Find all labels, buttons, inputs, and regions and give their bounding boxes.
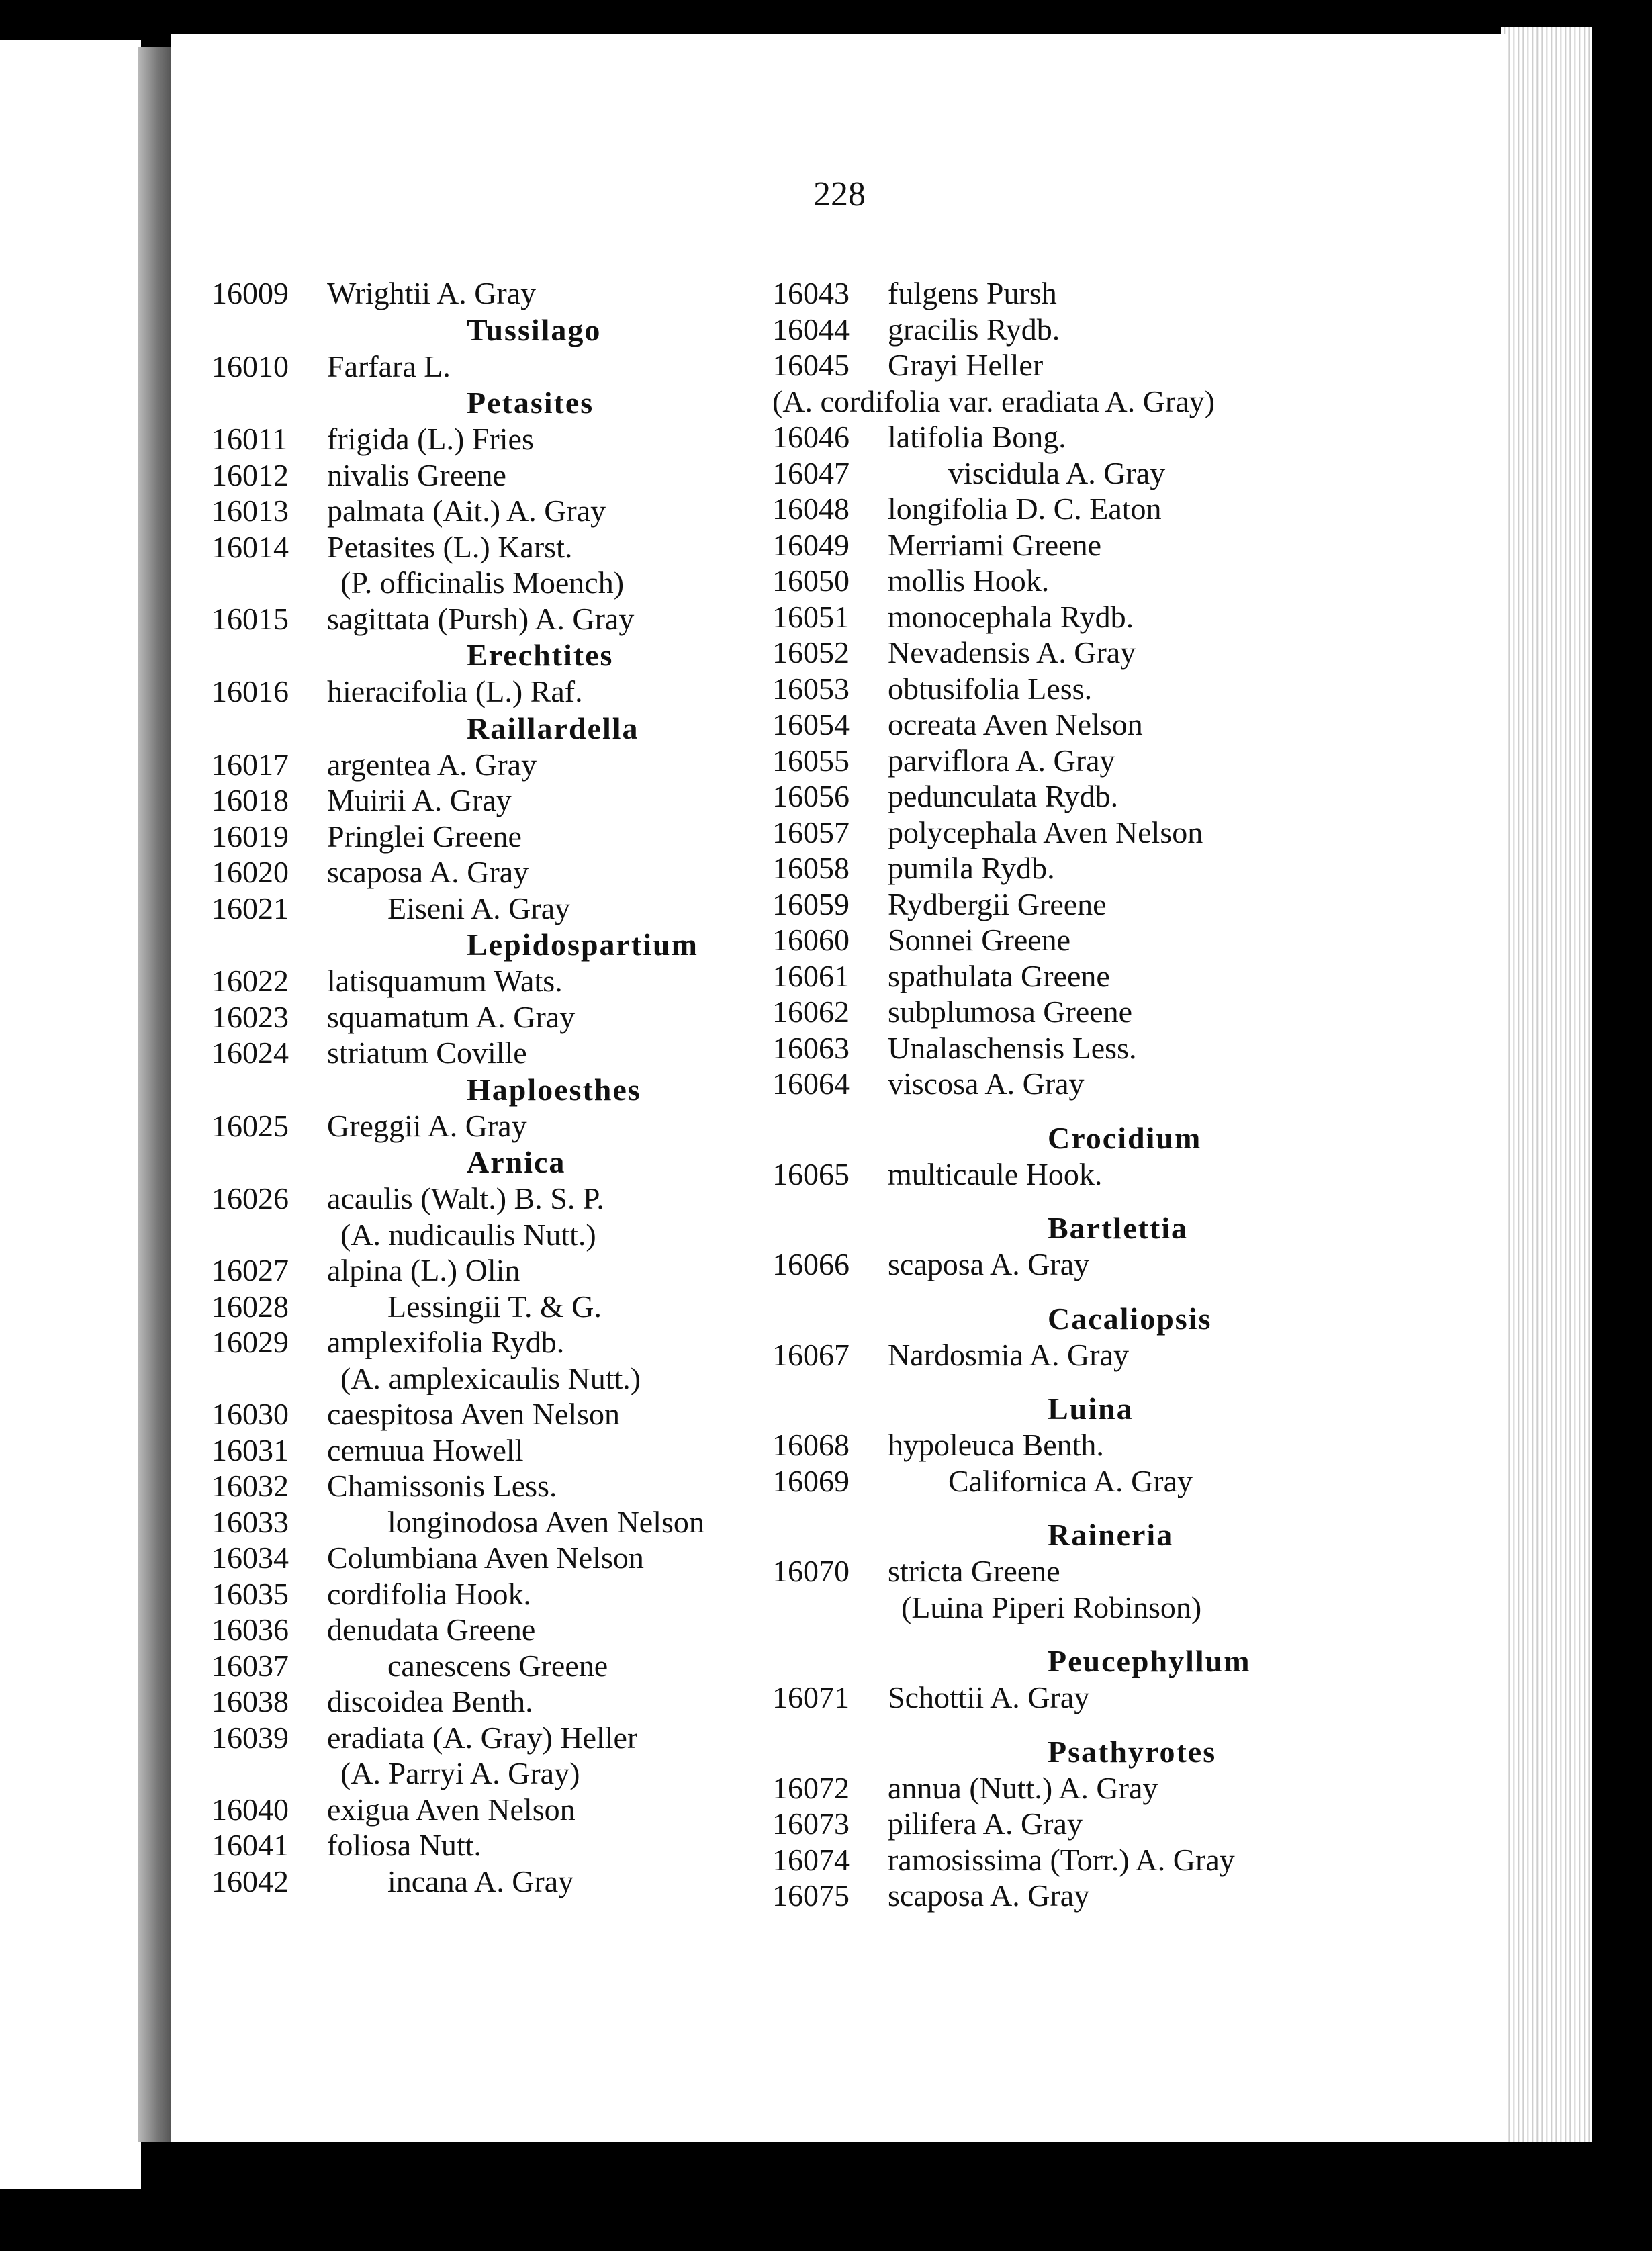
entry-number: 16053 bbox=[772, 671, 850, 706]
species-entry bbox=[772, 1030, 1504, 1066]
species-entry bbox=[772, 347, 1504, 383]
entry-number: 16065 bbox=[772, 1156, 850, 1191]
species-name: scaposa A. Gray bbox=[327, 855, 529, 889]
entry-number: 16058 bbox=[772, 851, 850, 885]
species-name: hieracifolia (L.) Raf. bbox=[327, 674, 583, 708]
species-name: frigida (L.) Fries bbox=[327, 422, 534, 456]
entry-number: 16040 bbox=[212, 1792, 289, 1827]
species-entry bbox=[772, 527, 1504, 563]
species-entry bbox=[772, 1066, 1504, 1102]
species-entry bbox=[772, 1463, 1504, 1500]
entry-number: 16021 bbox=[212, 890, 289, 925]
entry-number: 16048 bbox=[772, 492, 850, 526]
entry-number: 16020 bbox=[212, 855, 289, 889]
species-name: (Luina Piperi Robinson) bbox=[901, 1590, 1202, 1624]
entry-number: 16032 bbox=[212, 1469, 289, 1503]
entry-number: 16024 bbox=[212, 1036, 289, 1070]
species-name: discoidea Benth. bbox=[327, 1684, 533, 1718]
book-page bbox=[171, 34, 1508, 2142]
entry-number: 16014 bbox=[212, 529, 289, 564]
entry-number: 16012 bbox=[212, 457, 289, 492]
species-entry bbox=[772, 922, 1504, 958]
synonym-line bbox=[772, 383, 1504, 420]
species-name: hypoleuca Benth. bbox=[888, 1428, 1104, 1462]
species-entry bbox=[772, 563, 1504, 599]
species-name: spathulata Greene bbox=[888, 958, 1110, 993]
entry-number: 16010 bbox=[212, 349, 289, 383]
spacer bbox=[772, 1283, 1504, 1300]
species-name: (A. Parryi A. Gray) bbox=[340, 1756, 580, 1790]
spacer bbox=[772, 1102, 1504, 1119]
species-entry bbox=[772, 312, 1504, 348]
species-name: scaposa A. Gray bbox=[888, 1878, 1090, 1913]
species-name: ocreata Aven Nelson bbox=[888, 707, 1143, 741]
species-name: monocephala Rydb. bbox=[888, 599, 1134, 634]
spacer bbox=[772, 1625, 1504, 1643]
entry-number: 16057 bbox=[772, 815, 850, 849]
species-name: acaulis (Walt.) B. S. P. bbox=[327, 1181, 604, 1215]
entry-number: 16025 bbox=[212, 1108, 289, 1143]
entry-number: 16039 bbox=[212, 1720, 289, 1755]
facing-page-edge bbox=[0, 40, 141, 2189]
entry-number: 16049 bbox=[772, 527, 850, 562]
entry-number: 16038 bbox=[212, 1684, 289, 1718]
genus-heading: Raillardella bbox=[467, 710, 639, 745]
species-name: subplumosa Greene bbox=[888, 995, 1133, 1029]
species-name: (P. officinalis Moench) bbox=[340, 565, 625, 600]
entry-number: 16050 bbox=[772, 563, 850, 598]
species-entry bbox=[772, 275, 1504, 312]
genus-heading: Arnica bbox=[467, 1145, 566, 1179]
entry-number: 16022 bbox=[212, 964, 289, 998]
entry-number: 16071 bbox=[772, 1680, 850, 1714]
entry-number: 16060 bbox=[772, 923, 850, 957]
species-name: Rydbergii Greene bbox=[888, 886, 1107, 921]
entry-number: 16034 bbox=[212, 1541, 289, 1575]
entry-number: 16019 bbox=[212, 819, 289, 854]
spacer bbox=[772, 1499, 1504, 1516]
entry-number: 16063 bbox=[772, 1030, 850, 1065]
species-name: striatum Coville bbox=[327, 1036, 527, 1070]
species-name: stricta Greene bbox=[888, 1554, 1060, 1588]
species-name: incana A. Gray bbox=[387, 1864, 574, 1898]
species-name: amplexifolia Rydb. bbox=[327, 1325, 565, 1359]
genus-heading: Haploesthes bbox=[467, 1072, 641, 1107]
entry-number: 16061 bbox=[772, 958, 850, 993]
genus-heading: Petasites bbox=[467, 385, 594, 420]
entry-number: 16009 bbox=[212, 276, 289, 310]
synonym-line bbox=[772, 1590, 1504, 1626]
species-name: annua (Nutt.) A. Gray bbox=[888, 1770, 1158, 1805]
entry-number: 16056 bbox=[772, 779, 850, 813]
species-entry bbox=[772, 1842, 1504, 1878]
entry-number: 16031 bbox=[212, 1432, 289, 1467]
species-name: alpina (L.) Olin bbox=[327, 1253, 520, 1287]
species-entry bbox=[772, 1680, 1504, 1716]
species-name: Muirii A. Gray bbox=[327, 783, 512, 817]
species-name: Schottii A. Gray bbox=[888, 1680, 1090, 1714]
species-entry bbox=[772, 491, 1504, 527]
species-entry bbox=[772, 886, 1504, 923]
entry-number: 16027 bbox=[212, 1253, 289, 1287]
species-name: Californica A. Gray bbox=[948, 1463, 1193, 1498]
species-entry bbox=[772, 671, 1504, 707]
species-entry bbox=[772, 994, 1504, 1030]
entry-number: 16055 bbox=[772, 743, 850, 778]
species-entry bbox=[772, 1553, 1504, 1590]
entry-number: 16017 bbox=[212, 747, 289, 782]
species-name: (A. nudicaulis Nutt.) bbox=[340, 1217, 596, 1252]
species-name: multicaule Hook. bbox=[888, 1156, 1103, 1191]
species-name: exigua Aven Nelson bbox=[327, 1792, 576, 1827]
genus-heading: Psathyrotes bbox=[1048, 1734, 1217, 1769]
entry-number: 16029 bbox=[212, 1325, 289, 1359]
species-entry bbox=[772, 1427, 1504, 1463]
species-name: longifolia D. C. Eaton bbox=[888, 492, 1162, 526]
species-name: Chamissonis Less. bbox=[327, 1469, 557, 1503]
species-entry bbox=[772, 706, 1504, 743]
species-name: Nardosmia A. Gray bbox=[888, 1337, 1129, 1372]
entry-number: 16030 bbox=[212, 1397, 289, 1431]
entry-number: 16067 bbox=[772, 1337, 850, 1372]
entry-number: 16033 bbox=[212, 1504, 289, 1539]
species-name: squamatum A. Gray bbox=[327, 999, 576, 1034]
species-name: denudata Greene bbox=[327, 1612, 536, 1647]
entry-number: 16016 bbox=[212, 674, 289, 708]
species-name: canescens Greene bbox=[387, 1648, 608, 1683]
species-name: foliosa Nutt. bbox=[327, 1828, 481, 1862]
genus-heading: Erechtites bbox=[467, 638, 614, 672]
species-name: obtusifolia Less. bbox=[888, 671, 1093, 706]
species-entry bbox=[772, 1246, 1504, 1283]
entry-number: 16028 bbox=[212, 1289, 289, 1324]
species-entry bbox=[772, 1878, 1504, 1914]
species-entry bbox=[772, 599, 1504, 635]
species-name: nivalis Greene bbox=[327, 457, 506, 492]
entry-number: 16035 bbox=[212, 1576, 289, 1611]
species-name: pilifera A. Gray bbox=[888, 1806, 1083, 1841]
species-name: Greggii A. Gray bbox=[327, 1108, 527, 1143]
species-name: Wrightii A. Gray bbox=[327, 276, 537, 310]
species-name: latifolia Bong. bbox=[888, 420, 1066, 454]
genus-heading: Raineria bbox=[1048, 1518, 1174, 1552]
species-name: Merriami Greene bbox=[888, 527, 1102, 562]
species-name: (A. cordifolia var. eradiata A. Gray) bbox=[772, 383, 1215, 418]
spacer bbox=[772, 1192, 1504, 1209]
spacer bbox=[772, 1716, 1504, 1733]
entry-number: 16066 bbox=[772, 1247, 850, 1281]
species-name: eradiata (A. Gray) Heller bbox=[327, 1720, 638, 1755]
entry-number: 16023 bbox=[212, 999, 289, 1034]
species-name: latisquamum Wats. bbox=[327, 964, 563, 998]
genus-heading: Cacaliopsis bbox=[1048, 1301, 1212, 1336]
species-name: Nevadensis A. Gray bbox=[888, 635, 1136, 670]
entry-number: 16070 bbox=[772, 1554, 850, 1588]
species-name: gracilis Rydb. bbox=[888, 312, 1060, 347]
species-entry bbox=[772, 1806, 1504, 1842]
entry-number: 16044 bbox=[772, 312, 850, 347]
species-name: fulgens Pursh bbox=[888, 276, 1057, 310]
species-entry bbox=[772, 958, 1504, 995]
book-spine bbox=[138, 47, 171, 2142]
entry-number: 16037 bbox=[212, 1648, 289, 1683]
species-name: palmata (Ait.) A. Gray bbox=[327, 494, 606, 528]
species-entry bbox=[772, 815, 1504, 851]
species-name: Grayi Heller bbox=[888, 348, 1044, 382]
genus-heading: Luina bbox=[1048, 1391, 1134, 1426]
species-name: cernuua Howell bbox=[327, 1432, 524, 1467]
page-number: 228 bbox=[813, 175, 866, 214]
page-edges bbox=[1501, 27, 1592, 2142]
entry-number: 16064 bbox=[772, 1066, 850, 1101]
species-name: viscidula A. Gray bbox=[948, 455, 1166, 490]
genus-heading: Bartlettia bbox=[1048, 1211, 1189, 1245]
genus-heading: Lepidospartium bbox=[467, 927, 698, 962]
entry-number: 16069 bbox=[772, 1463, 850, 1498]
entry-number: 16045 bbox=[772, 348, 850, 382]
species-name: viscosa A. Gray bbox=[888, 1066, 1085, 1101]
entry-number: 16041 bbox=[212, 1828, 289, 1862]
species-entry bbox=[772, 1156, 1504, 1193]
entry-number: 16075 bbox=[772, 1878, 850, 1913]
species-name: ramosissima (Torr.) A. Gray bbox=[888, 1842, 1235, 1877]
species-name: (A. amplexicaulis Nutt.) bbox=[340, 1361, 641, 1395]
species-entry bbox=[772, 743, 1504, 779]
species-name: parviflora A. Gray bbox=[888, 743, 1115, 778]
entry-number: 16062 bbox=[772, 995, 850, 1029]
entry-number: 16073 bbox=[772, 1806, 850, 1841]
species-name: Sonnei Greene bbox=[888, 923, 1071, 957]
species-entry bbox=[772, 1337, 1504, 1373]
species-entry bbox=[772, 635, 1504, 671]
genus-heading: Crocidium bbox=[1048, 1120, 1202, 1155]
species-name: Lessingii T. & G. bbox=[387, 1289, 602, 1324]
species-name: pedunculata Rydb. bbox=[888, 779, 1119, 813]
entry-number: 16018 bbox=[212, 783, 289, 817]
entry-number: 16052 bbox=[772, 635, 850, 670]
species-entry bbox=[772, 778, 1504, 815]
species-name: Petasites (L.) Karst. bbox=[327, 529, 573, 564]
species-name: Unalaschensis Less. bbox=[888, 1030, 1137, 1065]
entry-number: 16054 bbox=[772, 707, 850, 741]
species-name: caespitosa Aven Nelson bbox=[327, 1397, 621, 1431]
entry-number: 16051 bbox=[772, 599, 850, 634]
entry-number: 16072 bbox=[772, 1770, 850, 1805]
entry-number: 16011 bbox=[212, 422, 288, 456]
species-name: longinodosa Aven Nelson bbox=[387, 1504, 704, 1539]
entry-number: 16046 bbox=[772, 420, 850, 454]
entry-number: 16013 bbox=[212, 494, 289, 528]
entry-number: 16015 bbox=[212, 601, 289, 636]
species-name: argentea A. Gray bbox=[327, 747, 537, 782]
species-entry bbox=[772, 419, 1504, 455]
species-name: cordifolia Hook. bbox=[327, 1576, 532, 1611]
entry-number: 16074 bbox=[772, 1842, 850, 1877]
species-entry bbox=[772, 455, 1504, 492]
right-column bbox=[772, 275, 1504, 1914]
genus-heading: Peucephyllum bbox=[1048, 1644, 1251, 1678]
entry-number: 16059 bbox=[772, 886, 850, 921]
entry-number: 16047 bbox=[772, 455, 850, 490]
species-name: mollis Hook. bbox=[888, 563, 1050, 598]
entry-number: 16036 bbox=[212, 1612, 289, 1647]
species-name: Farfara L. bbox=[327, 349, 451, 383]
entry-number: 16068 bbox=[772, 1428, 850, 1462]
entry-number: 16042 bbox=[212, 1864, 289, 1898]
species-name: Pringlei Greene bbox=[327, 819, 522, 854]
spacer bbox=[772, 1373, 1504, 1390]
species-name: scaposa A. Gray bbox=[888, 1247, 1090, 1281]
species-name: sagittata (Pursh) A. Gray bbox=[327, 601, 635, 636]
entry-number: 16043 bbox=[772, 276, 850, 310]
species-name: pumila Rydb. bbox=[888, 851, 1055, 885]
species-name: polycephala Aven Nelson bbox=[888, 815, 1203, 849]
species-entry bbox=[772, 850, 1504, 886]
species-entry bbox=[772, 1770, 1504, 1806]
species-name: Eiseni A. Gray bbox=[387, 890, 571, 925]
entry-number: 16026 bbox=[212, 1181, 289, 1215]
genus-heading: Tussilago bbox=[467, 312, 602, 347]
species-name: Columbiana Aven Nelson bbox=[327, 1541, 644, 1575]
